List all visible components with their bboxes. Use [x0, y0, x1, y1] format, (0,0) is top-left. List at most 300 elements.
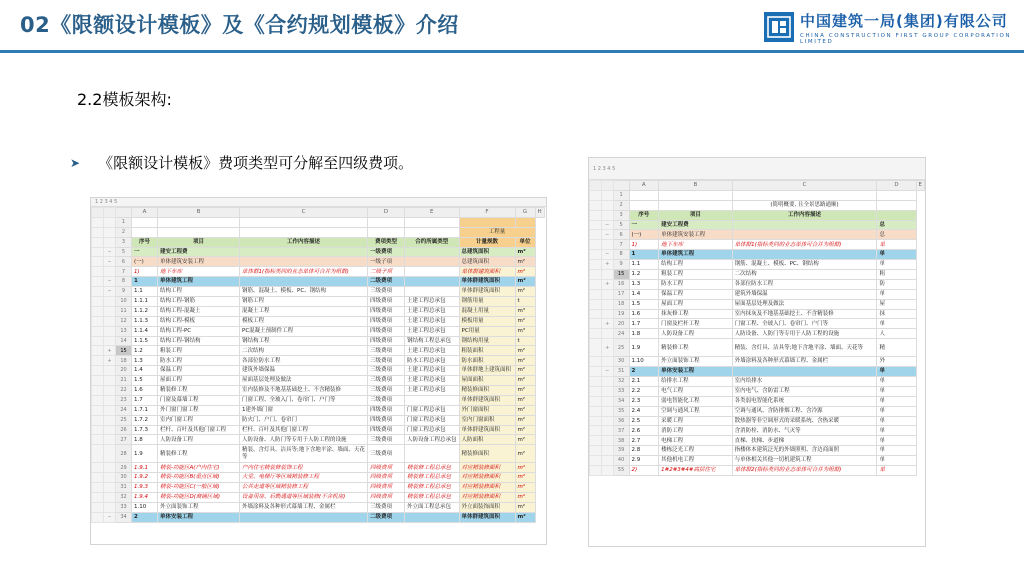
- cell[interactable]: 1: [132, 277, 158, 287]
- table-row[interactable]: [92, 395, 545, 405]
- cell[interactable]: 单: [877, 377, 916, 387]
- cell[interactable]: t: [515, 297, 535, 307]
- cell[interactable]: 单体群建筑面积: [459, 267, 515, 277]
- cell[interactable]: 1.4: [132, 366, 158, 376]
- row-number[interactable]: 24: [613, 329, 629, 339]
- cell[interactable]: 精装-功能区D(商铺区域): [158, 493, 240, 503]
- table-row[interactable]: [590, 279, 925, 289]
- table-row[interactable]: [92, 336, 545, 346]
- outline-group-levels[interactable]: 1 2 3 4 5: [91, 198, 546, 207]
- cell[interactable]: 建筑外墙保温: [732, 289, 877, 299]
- cell[interactable]: 总建筑面积: [459, 257, 515, 267]
- cell[interactable]: 人防设备工程总承包: [405, 435, 460, 445]
- cell[interactable]: 精装修工程: [158, 386, 240, 396]
- table-row[interactable]: [92, 425, 545, 435]
- table-row[interactable]: [590, 319, 925, 329]
- table-row[interactable]: [590, 386, 925, 396]
- row-number[interactable]: 13: [116, 326, 132, 336]
- cell[interactable]: 四级费项: [368, 473, 405, 483]
- cell[interactable]: 总: [877, 230, 916, 240]
- cell[interactable]: 精装-功能区B(重点区域): [158, 473, 240, 483]
- row-number[interactable]: 32: [613, 377, 629, 387]
- table-row[interactable]: [590, 367, 925, 377]
- cell[interactable]: [405, 267, 460, 277]
- cell[interactable]: 1.5: [132, 376, 158, 386]
- column-title[interactable]: 合约所属类型: [405, 237, 460, 247]
- row-number[interactable]: 28: [116, 445, 132, 463]
- cell[interactable]: 钢筋工程: [240, 297, 368, 307]
- row-number[interactable]: 25: [613, 339, 629, 357]
- cell[interactable]: 1.7: [629, 319, 659, 329]
- cell[interactable]: 外立面装饰工程: [158, 502, 240, 512]
- column-header[interactable]: A: [132, 208, 158, 218]
- row-number[interactable]: 31: [116, 483, 132, 493]
- row-number[interactable]: 5: [116, 247, 132, 257]
- cell[interactable]: 各部位防水工程: [732, 279, 877, 289]
- cell[interactable]: 四级费项: [368, 316, 405, 326]
- outline-toggle-button[interactable]: −: [601, 220, 613, 230]
- table-row[interactable]: [92, 316, 545, 326]
- cell[interactable]: [240, 512, 368, 522]
- cell[interactable]: 防水工程: [158, 356, 240, 366]
- table-row[interactable]: [590, 220, 925, 230]
- cell[interactable]: 保温工程: [659, 289, 733, 299]
- cell[interactable]: 单: [877, 416, 916, 426]
- cell[interactable]: m²: [515, 267, 535, 277]
- table-row[interactable]: [590, 240, 925, 250]
- column-header[interactable]: H: [535, 208, 544, 218]
- cell[interactable]: 抹灰修工程: [659, 309, 733, 319]
- cell[interactable]: 指楼体本建筑泛光的外墙照明、含边商面照: [732, 446, 877, 456]
- cell[interactable]: 单体群1(指标类同的业态单体可合并为组群): [732, 240, 877, 250]
- cell[interactable]: 门窗工程总承包: [405, 405, 460, 415]
- cell[interactable]: 保温工程: [158, 366, 240, 376]
- table-row[interactable]: [590, 270, 925, 280]
- cell[interactable]: 1.1.5: [132, 336, 158, 346]
- column-header[interactable]: F: [459, 208, 515, 218]
- table-row[interactable]: [92, 493, 545, 503]
- cell[interactable]: 单体群建筑面积: [459, 277, 515, 287]
- cell[interactable]: 外墙涂料及各种形式幕墙工程、金属栏: [732, 357, 877, 367]
- cell[interactable]: 1.4: [629, 289, 659, 299]
- row-number[interactable]: 27: [116, 435, 132, 445]
- cell[interactable]: 单体安装工程: [158, 512, 240, 522]
- cell[interactable]: 与单体相关其他一切机建筑工程: [732, 456, 877, 466]
- cell[interactable]: 室内门窗面积: [459, 415, 515, 425]
- row-number[interactable]: 5: [613, 220, 629, 230]
- cell[interactable]: 一级子项: [368, 257, 405, 267]
- cell[interactable]: [405, 512, 460, 522]
- cell[interactable]: [405, 247, 460, 257]
- cell[interactable]: 三级费项: [368, 502, 405, 512]
- column-header[interactable]: D: [877, 181, 916, 191]
- cell[interactable]: 土建工程总承包: [405, 297, 460, 307]
- table-row[interactable]: [92, 473, 545, 483]
- cell[interactable]: [132, 217, 158, 227]
- cell[interactable]: 门窗工程、全玻入门、卷帘门、户门等: [240, 395, 368, 405]
- cell[interactable]: 门窗工程总承包: [405, 415, 460, 425]
- cell[interactable]: 单: [877, 319, 916, 329]
- cell[interactable]: 粗装面积: [459, 346, 515, 356]
- table-row[interactable]: [590, 329, 925, 339]
- table-row[interactable]: [590, 339, 925, 357]
- outline-toggle-button[interactable]: +: [104, 356, 116, 366]
- cell[interactable]: 1.6: [629, 309, 659, 319]
- cell[interactable]: m²: [515, 473, 535, 483]
- cell[interactable]: m²: [515, 257, 535, 267]
- cell[interactable]: 结构工程-钢筋: [158, 297, 240, 307]
- cell[interactable]: 四级费项: [368, 493, 405, 503]
- table-row[interactable]: [92, 376, 545, 386]
- cell[interactable]: 1#2#3#4#高层住宅: [659, 466, 733, 476]
- cell[interactable]: PC用量: [459, 326, 515, 336]
- cell[interactable]: 四级费项: [368, 297, 405, 307]
- cell[interactable]: [405, 395, 460, 405]
- cell[interactable]: 单体群建筑面积: [459, 425, 515, 435]
- row-number[interactable]: 24: [116, 405, 132, 415]
- row-number[interactable]: 39: [613, 446, 629, 456]
- cell[interactable]: 对应精装修面积: [459, 493, 515, 503]
- cell[interactable]: 采暖工程: [659, 416, 733, 426]
- cell[interactable]: 单: [877, 250, 916, 260]
- engineering-header[interactable]: 工程量: [459, 227, 535, 237]
- column-title[interactable]: 费项类型: [368, 237, 405, 247]
- cell[interactable]: m²: [515, 287, 535, 297]
- cell[interactable]: 1.9: [132, 445, 158, 463]
- row-number[interactable]: 55: [613, 466, 629, 476]
- cell[interactable]: 公共走道等区域精装修工程: [240, 483, 368, 493]
- cell[interactable]: 单体群建筑面积: [459, 287, 515, 297]
- cell[interactable]: m³: [515, 306, 535, 316]
- row-number[interactable]: 18: [613, 299, 629, 309]
- outline-toggle-button[interactable]: −: [104, 247, 116, 257]
- cell[interactable]: 结构工程-模板: [158, 316, 240, 326]
- cell[interactable]: 1.8: [132, 435, 158, 445]
- cell[interactable]: 精装修工程: [158, 445, 240, 463]
- cell[interactable]: 散热器等非空调形式的采暖系统、含热采暖: [732, 416, 877, 426]
- cell[interactable]: 1.9.2: [132, 473, 158, 483]
- cell[interactable]: [405, 445, 460, 463]
- column-header[interactable]: C: [732, 181, 877, 191]
- cell[interactable]: 人防设备工程: [158, 435, 240, 445]
- cell[interactable]: 单: [877, 426, 916, 436]
- table-row[interactable]: [92, 512, 545, 522]
- row-number[interactable]: 20: [116, 366, 132, 376]
- cell[interactable]: 室内电气、含防雷工程: [732, 386, 877, 396]
- table-row[interactable]: [92, 386, 545, 396]
- cell[interactable]: 单: [877, 446, 916, 456]
- cell[interactable]: [368, 227, 405, 237]
- cell[interactable]: [158, 227, 240, 237]
- contract-plan-spreadsheet[interactable]: [588, 157, 926, 547]
- cell[interactable]: 门窗及幕墙工程: [158, 395, 240, 405]
- cell[interactable]: m²: [515, 435, 535, 445]
- cell[interactable]: 人: [877, 329, 916, 339]
- row-number[interactable]: 1: [116, 217, 132, 227]
- cell[interactable]: 四级费项: [368, 405, 405, 415]
- table-row[interactable]: [590, 250, 925, 260]
- column-title[interactable]: 工作内容描述: [240, 237, 368, 247]
- row-number[interactable]: 33: [613, 386, 629, 396]
- table-row[interactable]: [590, 230, 925, 240]
- cell[interactable]: 设备用房、后勤通道等区域装修(不含机房): [240, 493, 368, 503]
- cell[interactable]: 其他机电工程: [659, 456, 733, 466]
- row-number[interactable]: 1: [613, 190, 629, 200]
- cell[interactable]: 人防设备、人防门等专用于人防工程的设施: [240, 435, 368, 445]
- table-row[interactable]: [92, 445, 545, 463]
- cell[interactable]: m³: [515, 326, 535, 336]
- cell[interactable]: [240, 227, 368, 237]
- cell[interactable]: 1建外墙门窗: [240, 405, 368, 415]
- cell[interactable]: [240, 247, 368, 257]
- cell[interactable]: 门窗工程总承包: [405, 425, 460, 435]
- cell[interactable]: 四级费项: [368, 326, 405, 336]
- cell[interactable]: m²: [515, 316, 535, 326]
- cell[interactable]: 1: [629, 250, 659, 260]
- table-row[interactable]: [590, 446, 925, 456]
- cell[interactable]: 三级费项: [368, 287, 405, 297]
- cell[interactable]: m²: [515, 512, 535, 522]
- column-title[interactable]: 计量规数: [459, 237, 515, 247]
- cell[interactable]: 屋面基层处理及做法: [240, 376, 368, 386]
- cell[interactable]: 防水工程: [659, 279, 733, 289]
- table-row[interactable]: [590, 426, 925, 436]
- cell[interactable]: 各类弱电智能化系统: [732, 396, 877, 406]
- row-number[interactable]: 34: [613, 396, 629, 406]
- cell[interactable]: 二次结构: [732, 270, 877, 280]
- cell[interactable]: 土建工程总承包: [405, 326, 460, 336]
- row-number[interactable]: 30: [613, 357, 629, 367]
- cell[interactable]: 室内门窗工程: [158, 415, 240, 425]
- cell[interactable]: 防水面积: [459, 356, 515, 366]
- table-row[interactable]: [590, 436, 925, 446]
- cell[interactable]: 2.1: [629, 377, 659, 387]
- cell[interactable]: 土建工程总承包: [405, 346, 460, 356]
- cell[interactable]: m²: [515, 376, 535, 386]
- cell[interactable]: (一): [132, 257, 158, 267]
- table-row[interactable]: [590, 466, 925, 476]
- column-header[interactable]: E: [405, 208, 460, 218]
- cell[interactable]: 单体群建筑面积: [459, 512, 515, 522]
- cell[interactable]: 钢筋、混凝土、模板、PC、钢结构: [240, 287, 368, 297]
- cell[interactable]: 对应精装修面积: [459, 483, 515, 493]
- row-number[interactable]: 34: [116, 512, 132, 522]
- row-number[interactable]: 29: [116, 463, 132, 473]
- cell[interactable]: 防水工程总承包: [405, 356, 460, 366]
- cell[interactable]: 混凝土工程: [240, 306, 368, 316]
- table-row[interactable]: [590, 289, 925, 299]
- cell[interactable]: 大堂、电梯厅等区域精装修工程: [240, 473, 368, 483]
- cell[interactable]: 1.1.1: [132, 297, 158, 307]
- cell[interactable]: 土建工程总承包: [405, 386, 460, 396]
- cell[interactable]: 外: [877, 357, 916, 367]
- cell[interactable]: 2.5: [629, 416, 659, 426]
- outline-toggle-button[interactable]: −: [104, 512, 116, 522]
- row-number[interactable]: 16: [613, 279, 629, 289]
- cell[interactable]: m²: [515, 395, 535, 405]
- cell[interactable]: 防火门、户门、卷帘门: [240, 415, 368, 425]
- outline-toggle-button[interactable]: −: [601, 367, 613, 377]
- cell[interactable]: 一: [132, 247, 158, 257]
- cell[interactable]: 一: [629, 220, 659, 230]
- cell[interactable]: 精装修工程总承包: [405, 463, 460, 473]
- cell[interactable]: 1.10: [132, 502, 158, 512]
- cell[interactable]: [732, 367, 877, 377]
- cell[interactable]: 模板用量: [459, 316, 515, 326]
- outline-toggle-button[interactable]: +: [601, 339, 613, 357]
- cell[interactable]: 三级费项: [368, 395, 405, 405]
- cell[interactable]: 总: [877, 220, 916, 230]
- cell[interactable]: 三级费项: [368, 435, 405, 445]
- row-number[interactable]: 23: [116, 395, 132, 405]
- cell[interactable]: [877, 200, 916, 210]
- cell[interactable]: 单: [877, 436, 916, 446]
- row-number[interactable]: 31: [613, 367, 629, 377]
- row-number[interactable]: 26: [116, 425, 132, 435]
- cell[interactable]: 单: [877, 466, 916, 476]
- row-number[interactable]: 8: [116, 277, 132, 287]
- table-row[interactable]: [590, 406, 925, 416]
- cell[interactable]: 三级费项: [368, 356, 405, 366]
- cell[interactable]: [132, 227, 158, 237]
- cell[interactable]: [405, 217, 460, 227]
- table-row[interactable]: [92, 257, 545, 267]
- row-number[interactable]: 7: [613, 240, 629, 250]
- cell[interactable]: 地下车库: [158, 267, 240, 277]
- row-number[interactable]: 3: [116, 237, 132, 247]
- table-row[interactable]: [92, 463, 545, 473]
- cell[interactable]: 1.7.1: [132, 405, 158, 415]
- cell[interactable]: 四级费项: [368, 425, 405, 435]
- table-row[interactable]: [590, 260, 925, 270]
- cell[interactable]: 1.3: [132, 356, 158, 366]
- cell[interactable]: 屋面工程: [158, 376, 240, 386]
- cell[interactable]: 精装、含灯具、洁具等;地下含地平涂、墙面、天花等: [240, 445, 368, 463]
- table-row[interactable]: [92, 415, 545, 425]
- cell[interactable]: 单: [877, 456, 916, 466]
- cell[interactable]: 精装、含灯具、洁具等;地下含地平涂、墙面、天花等: [732, 339, 877, 357]
- table-row[interactable]: [92, 267, 545, 277]
- row-number[interactable]: 9: [613, 260, 629, 270]
- outline-toggle-button[interactable]: +: [601, 279, 613, 289]
- row-number[interactable]: 32: [116, 493, 132, 503]
- cell[interactable]: 四级费项: [368, 483, 405, 493]
- table-row[interactable]: [92, 326, 545, 336]
- cell[interactable]: 二级费项: [368, 512, 405, 522]
- cell[interactable]: [732, 230, 877, 240]
- cell[interactable]: [405, 277, 460, 287]
- cell[interactable]: 三级费项: [368, 346, 405, 356]
- row-number[interactable]: 37: [613, 426, 629, 436]
- cell[interactable]: 结构工程: [158, 287, 240, 297]
- cell[interactable]: 四级费项: [368, 415, 405, 425]
- table-row[interactable]: [92, 287, 545, 297]
- row-number[interactable]: 2: [116, 227, 132, 237]
- cell[interactable]: 人防面积: [459, 435, 515, 445]
- cell[interactable]: 直梯、扶梯、步道梯: [732, 436, 877, 446]
- cell[interactable]: 精装修工程: [659, 339, 733, 357]
- column-title[interactable]: 项目: [158, 237, 240, 247]
- cell[interactable]: 空调与通风工程: [659, 406, 733, 416]
- cell[interactable]: m²: [515, 277, 535, 287]
- cell[interactable]: 人防设备工程: [659, 329, 733, 339]
- cell[interactable]: 屋面基层处理及做法: [732, 299, 877, 309]
- table-row[interactable]: [92, 277, 545, 287]
- column-header[interactable]: B: [158, 208, 240, 218]
- cell[interactable]: 给排水工程: [659, 377, 733, 387]
- row-number[interactable]: 6: [116, 257, 132, 267]
- cell[interactable]: 土建工程总承包: [405, 376, 460, 386]
- table-row[interactable]: [590, 357, 925, 367]
- cell[interactable]: [515, 217, 535, 227]
- cell[interactable]: 1.1.2: [132, 306, 158, 316]
- cell[interactable]: 二级费项: [368, 277, 405, 287]
- row-number[interactable]: 14: [116, 336, 132, 346]
- row-number[interactable]: 40: [613, 456, 629, 466]
- cell[interactable]: [732, 250, 877, 260]
- column-header[interactable]: E: [916, 181, 924, 191]
- cell[interactable]: 2: [132, 512, 158, 522]
- row-number[interactable]: 3: [613, 210, 629, 220]
- cell[interactable]: 精装修工程总承包: [405, 493, 460, 503]
- cell[interactable]: 单: [877, 289, 916, 299]
- cell[interactable]: [659, 200, 733, 210]
- cell[interactable]: [732, 190, 877, 200]
- column-title[interactable]: 序号: [132, 237, 158, 247]
- row-number[interactable]: 6: [613, 230, 629, 240]
- cell[interactable]: m²: [515, 483, 535, 493]
- cell[interactable]: 2.9: [629, 456, 659, 466]
- column-title[interactable]: 序号: [629, 210, 659, 220]
- cell[interactable]: [732, 220, 877, 230]
- cell[interactable]: 土建工程总承包: [405, 306, 460, 316]
- cell[interactable]: [158, 217, 240, 227]
- cell[interactable]: 1.10: [629, 357, 659, 367]
- cell[interactable]: m²: [515, 445, 535, 463]
- cell[interactable]: 1.9.4: [132, 493, 158, 503]
- cell[interactable]: m²: [515, 405, 535, 415]
- cell[interactable]: 粗装工程: [158, 346, 240, 356]
- cell[interactable]: 土建工程总承包: [405, 316, 460, 326]
- cell[interactable]: 三级费项: [368, 376, 405, 386]
- cell[interactable]: 门窗及栏杆工程: [659, 319, 733, 329]
- row-number[interactable]: 30: [116, 473, 132, 483]
- cell[interactable]: 单体建筑工程: [158, 277, 240, 287]
- outline-toggle-button[interactable]: −: [104, 277, 116, 287]
- cell[interactable]: 单体建筑工程: [659, 250, 733, 260]
- cell[interactable]: 2.8: [629, 446, 659, 456]
- cell[interactable]: 电梯工程: [659, 436, 733, 446]
- cell[interactable]: m²: [515, 415, 535, 425]
- cell[interactable]: [459, 217, 515, 227]
- corner-cell[interactable]: [613, 181, 629, 191]
- outline-toggle-button[interactable]: +: [601, 260, 613, 270]
- cell[interactable]: 室内抹灰及不地基基础挖土、不含精装修: [732, 309, 877, 319]
- cell[interactable]: PC混凝土预制件工程: [240, 326, 368, 336]
- outline-toggle-button[interactable]: −: [104, 257, 116, 267]
- cell[interactable]: 1.9.1: [132, 463, 158, 473]
- cell[interactable]: 2.3: [629, 396, 659, 406]
- cell[interactable]: 对应精装修面积: [459, 463, 515, 473]
- row-number[interactable]: 8: [613, 250, 629, 260]
- cell[interactable]: 1.8: [629, 329, 659, 339]
- cell[interactable]: 单体群地上建筑面积: [459, 366, 515, 376]
- cell[interactable]: 电气工程: [659, 386, 733, 396]
- column-title[interactable]: [877, 210, 916, 220]
- cell[interactable]: [368, 217, 405, 227]
- row-number[interactable]: 11: [116, 306, 132, 316]
- cell[interactable]: 1.5: [629, 299, 659, 309]
